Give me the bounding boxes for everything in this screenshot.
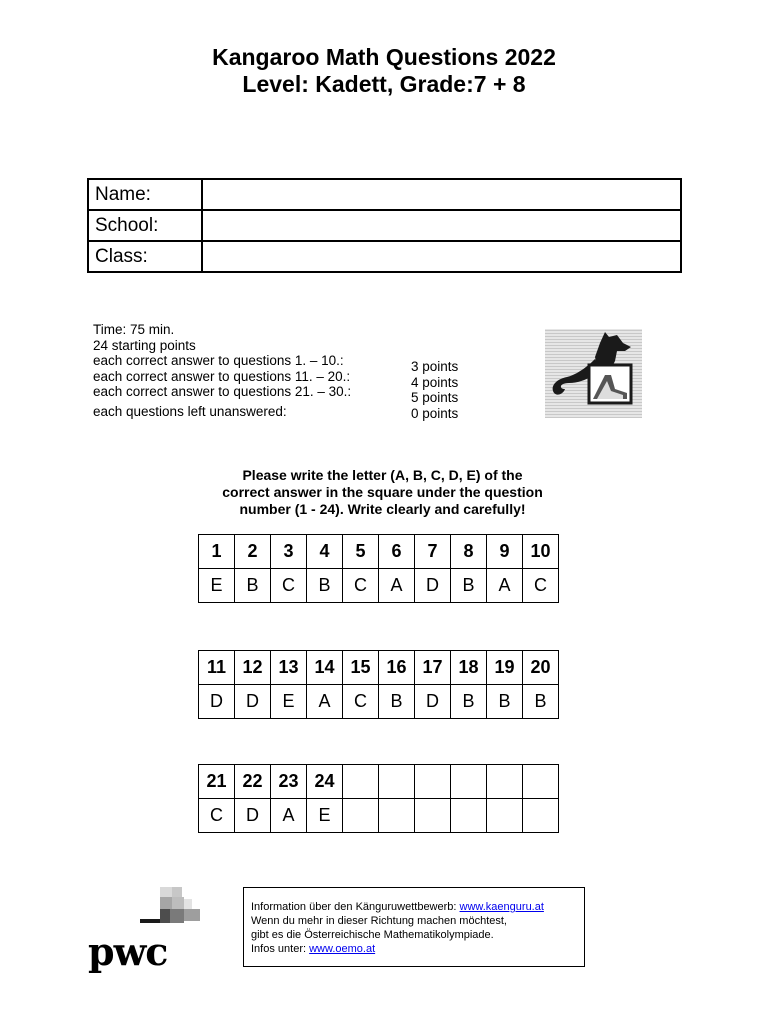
answer-cell[interactable]: C	[271, 569, 307, 603]
rule-q11-20: each correct answer to questions 11. – 20.:	[93, 368, 351, 384]
school-label: School:	[88, 210, 202, 241]
question-number-cell: 18	[451, 651, 487, 685]
question-number-cell: 13	[271, 651, 307, 685]
question-number-cell: 15	[343, 651, 379, 685]
instructions-line: correct answer in the square under the question	[222, 484, 543, 500]
answer-letter-row	[199, 685, 559, 719]
answer-cell[interactable]: B	[451, 685, 487, 719]
page-title: Kangaroo Math Questions 2022	[212, 44, 556, 70]
name-row	[88, 179, 681, 210]
rule-q1-10: each correct answer to questions 1. – 10.:	[93, 353, 344, 368]
question-number-cell: 11	[199, 651, 235, 685]
answer-cell[interactable]: C	[343, 685, 379, 719]
answer-cell[interactable]: C	[343, 569, 379, 603]
answer-cell[interactable]	[415, 799, 451, 833]
scoring-rules	[93, 322, 351, 419]
question-number-cell: 9	[487, 535, 523, 569]
answer-cell[interactable]	[379, 799, 415, 833]
answer-cell[interactable]: A	[487, 569, 523, 603]
answer-cell[interactable]: D	[415, 569, 451, 603]
question-number-cell: 12	[235, 651, 271, 685]
answer-cell[interactable]: B	[307, 569, 343, 603]
answer-cell[interactable]: B	[487, 685, 523, 719]
question-number-cell: 14	[307, 651, 343, 685]
oemo-link[interactable]: www.oemo.at	[309, 943, 376, 955]
pwc-logo	[88, 885, 208, 974]
instructions-line: Please write the letter (A, B, C, D, E) of the	[242, 467, 523, 483]
answer-cell[interactable]	[343, 799, 379, 833]
question-number-row	[199, 535, 559, 569]
question-number-cell: 21	[199, 765, 235, 799]
kaenguru-link[interactable]: www.kaenguru.at	[459, 901, 544, 913]
name-field[interactable]	[202, 179, 681, 210]
question-number-cell: 22	[235, 765, 271, 799]
question-number-cell: 16	[379, 651, 415, 685]
answer-grid-21-24	[198, 764, 559, 833]
info-box	[243, 887, 585, 967]
answer-grid-11-20	[198, 650, 559, 719]
question-number-row	[199, 765, 559, 799]
points-value: 4 points	[411, 374, 459, 390]
answer-cell[interactable]	[451, 799, 487, 833]
name-label: Name:	[88, 179, 202, 210]
school-field[interactable]	[202, 210, 681, 241]
question-number-cell: 24	[307, 765, 343, 799]
answer-grid-1-10	[198, 534, 559, 603]
answer-cell[interactable]: B	[235, 569, 271, 603]
info-line-3: gibt es die Österreichische Mathematikolympiade.	[251, 929, 494, 941]
student-info-table	[87, 178, 682, 273]
answer-cell[interactable]: D	[415, 685, 451, 719]
answer-cell[interactable]: D	[235, 799, 271, 833]
question-number-cell: 4	[307, 535, 343, 569]
instructions	[170, 467, 595, 518]
answer-letter-row	[199, 799, 559, 833]
question-number-cell	[343, 765, 379, 799]
points-value: 3 points	[411, 359, 459, 374]
question-number-cell: 23	[271, 765, 307, 799]
question-number-cell	[487, 765, 523, 799]
school-row	[88, 210, 681, 241]
question-number-cell: 2	[235, 535, 271, 569]
question-number-cell: 1	[199, 535, 235, 569]
question-number-cell: 3	[271, 535, 307, 569]
question-number-cell	[523, 765, 559, 799]
answer-cell[interactable]	[523, 799, 559, 833]
answer-cell[interactable]: A	[271, 799, 307, 833]
info-line-4	[251, 942, 584, 956]
class-row	[88, 241, 681, 272]
question-number-cell: 19	[487, 651, 523, 685]
question-number-cell: 8	[451, 535, 487, 569]
answer-cell[interactable]: D	[199, 685, 235, 719]
question-number-cell: 20	[523, 651, 559, 685]
points-value: 5 points	[411, 390, 459, 405]
pwc-mark-icon	[88, 885, 208, 935]
question-number-cell: 17	[415, 651, 451, 685]
answer-cell[interactable]: D	[235, 685, 271, 719]
rule-q21-30: each correct answer to questions 21. – 30.:	[93, 384, 352, 399]
question-number-cell	[415, 765, 451, 799]
question-number-cell	[379, 765, 415, 799]
info-text: Infos unter:	[251, 943, 310, 955]
time-text: Time: 75 min.	[93, 322, 175, 337]
points-column	[411, 359, 458, 421]
pwc-wordmark: pwc	[88, 929, 168, 974]
class-label: Class:	[88, 241, 202, 272]
answer-letter-row	[199, 569, 559, 603]
answer-cell[interactable]: B	[523, 685, 559, 719]
question-number-row	[199, 651, 559, 685]
answer-cell[interactable]: C	[523, 569, 559, 603]
info-line-2: Wenn du mehr in dieser Richtung machen möchtest,	[251, 915, 507, 927]
instructions-line: number (1 - 24). Write clearly and carefully!	[239, 501, 526, 517]
question-number-cell	[451, 765, 487, 799]
class-field[interactable]	[202, 241, 681, 272]
answer-cell[interactable]: A	[379, 569, 415, 603]
answer-cell[interactable]: E	[307, 799, 343, 833]
page-subtitle: Level: Kadett, Grade:7 + 8	[242, 71, 526, 97]
answer-cell[interactable]: A	[307, 685, 343, 719]
kangaroo-logo-icon	[545, 329, 642, 418]
question-number-cell: 10	[523, 535, 559, 569]
points-value: 0 points	[411, 405, 459, 421]
info-line-1	[251, 900, 584, 914]
answer-cell[interactable]: E	[271, 685, 307, 719]
question-number-cell: 7	[415, 535, 451, 569]
answer-cell[interactable]: E	[199, 569, 235, 603]
answer-cell[interactable]: C	[199, 799, 235, 833]
answer-cell[interactable]: B	[379, 685, 415, 719]
question-number-cell: 6	[379, 535, 415, 569]
info-text: Information über den Känguruwettbewerb:	[251, 901, 460, 913]
question-number-cell: 5	[343, 535, 379, 569]
answer-cell[interactable]: B	[451, 569, 487, 603]
answer-cell[interactable]	[487, 799, 523, 833]
rule-unanswered: each questions left unanswered:	[93, 403, 287, 419]
starting-points-text: 24 starting points	[93, 337, 196, 353]
